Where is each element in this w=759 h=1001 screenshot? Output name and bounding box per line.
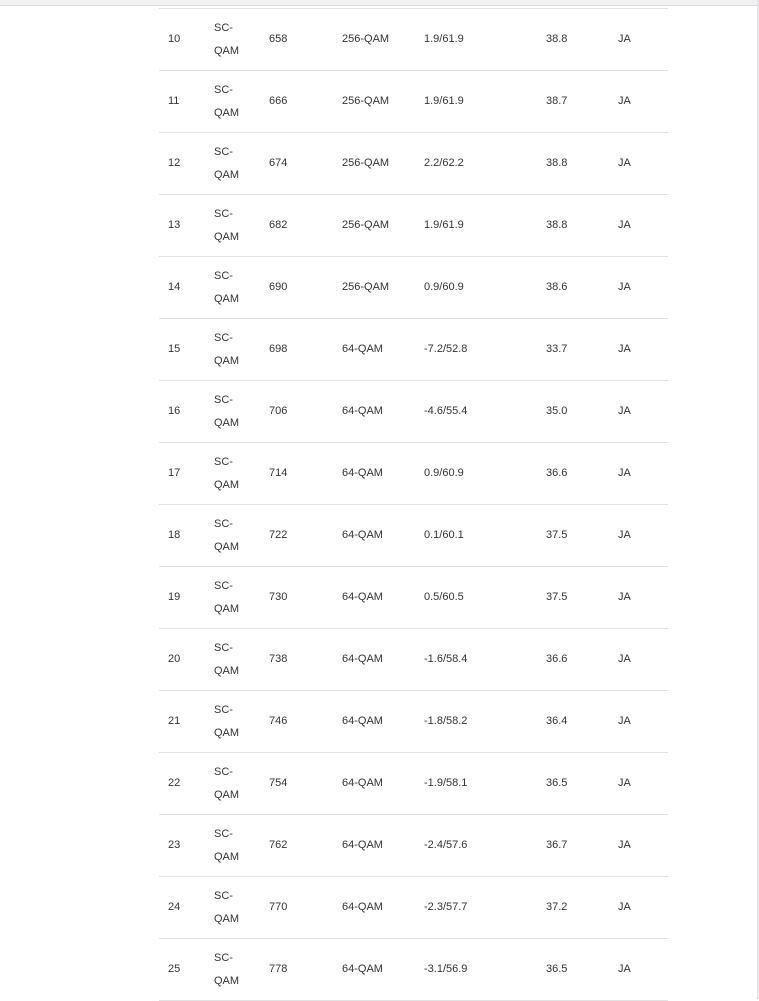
channel-type-cell: SC-QAM [214, 146, 240, 181]
table-row [159, 381, 668, 443]
modulation-cell: 64-QAM [342, 901, 383, 913]
frequency-cell: 746 [269, 715, 288, 727]
channel-type-cell: SC-QAM [214, 518, 240, 553]
power-level-cell: 0.5/60.5 [424, 591, 464, 603]
channel-id-cell: 21 [168, 715, 181, 727]
snr-cell: 37.5 [546, 591, 568, 603]
channel-type-cell: SC-QAM [214, 890, 240, 925]
table-row [159, 815, 668, 877]
snr-cell: 38.6 [546, 281, 568, 293]
table-row [159, 691, 668, 753]
modulation-cell: 256-QAM [342, 219, 390, 231]
locked-status-cell: JA [618, 715, 631, 727]
channel-type-cell: SC-QAM [214, 394, 240, 429]
power-level-cell: 1.9/61.9 [424, 33, 464, 45]
locked-status-cell: JA [618, 839, 631, 851]
snr-cell: 37.2 [546, 901, 568, 913]
modulation-cell: 64-QAM [342, 839, 383, 851]
locked-status-cell: JA [618, 343, 631, 355]
frequency-cell: 754 [269, 777, 288, 789]
locked-status-cell: JA [618, 467, 631, 479]
locked-status-cell: JA [618, 529, 631, 541]
modulation-cell: 64-QAM [342, 591, 383, 603]
snr-cell: 33.7 [546, 343, 568, 355]
snr-cell: 38.7 [546, 95, 568, 107]
snr-cell: 36.6 [546, 467, 568, 479]
channel-type-cell: SC-QAM [214, 704, 240, 739]
frequency-cell: 658 [269, 33, 288, 45]
modulation-cell: 256-QAM [342, 33, 390, 45]
channel-type-cell: SC-QAM [214, 22, 240, 57]
snr-cell: 36.5 [546, 777, 568, 789]
channel-type-cell: SC-QAM [214, 270, 240, 305]
locked-status-cell: JA [618, 219, 631, 231]
frequency-cell: 778 [269, 963, 288, 975]
locked-status-cell: JA [618, 405, 631, 417]
locked-status-cell: JA [618, 157, 631, 169]
modulation-cell: 256-QAM [342, 281, 390, 293]
power-level-cell: -1.6/58.4 [424, 653, 468, 665]
power-level-cell: -1.9/58.1 [424, 777, 468, 789]
locked-status-cell: JA [618, 963, 631, 975]
modulation-cell: 64-QAM [342, 653, 383, 665]
channel-id-cell: 17 [168, 467, 181, 479]
snr-cell: 36.5 [546, 963, 568, 975]
frequency-cell: 690 [269, 281, 288, 293]
power-level-cell: -1.8/58.2 [424, 715, 468, 727]
channel-type-cell: SC-QAM [214, 952, 240, 987]
modulation-cell: 64-QAM [342, 529, 383, 541]
channel-type-cell: SC-QAM [214, 208, 240, 243]
browser-top-edge [0, 0, 759, 6]
channel-id-cell: 20 [168, 653, 181, 665]
channel-id-cell: 25 [168, 963, 181, 975]
power-level-cell: 0.9/60.9 [424, 281, 464, 293]
channel-type-cell: SC-QAM [214, 84, 240, 119]
locked-status-cell: JA [618, 95, 631, 107]
channel-id-cell: 18 [168, 529, 181, 541]
channel-id-cell: 22 [168, 777, 181, 789]
channel-type-cell: SC-QAM [214, 828, 240, 863]
snr-cell: 38.8 [546, 219, 568, 231]
snr-cell: 38.8 [546, 157, 568, 169]
channel-id-cell: 11 [168, 95, 180, 107]
table-row [159, 939, 668, 1001]
modulation-cell: 64-QAM [342, 405, 383, 417]
power-level-cell: -3.1/56.9 [424, 963, 468, 975]
channel-id-cell: 23 [168, 839, 181, 851]
modulation-cell: 256-QAM [342, 157, 390, 169]
frequency-cell: 738 [269, 653, 288, 665]
power-level-cell: 1.9/61.9 [424, 95, 464, 107]
table-row [159, 753, 668, 815]
snr-cell: 37.5 [546, 529, 568, 541]
channel-id-cell: 19 [168, 591, 181, 603]
channel-id-cell: 24 [168, 901, 181, 913]
channel-type-cell: SC-QAM [214, 332, 240, 367]
channel-id-cell: 13 [168, 219, 181, 231]
table-row [159, 567, 668, 629]
power-level-cell: 0.9/60.9 [424, 467, 464, 479]
table-row [159, 71, 668, 133]
channel-type-cell: SC-QAM [214, 642, 240, 677]
frequency-cell: 762 [269, 839, 288, 851]
table-row [159, 195, 668, 257]
table-row [159, 133, 668, 195]
snr-cell: 36.6 [546, 653, 568, 665]
channel-type-cell: SC-QAM [214, 766, 240, 801]
locked-status-cell: JA [618, 591, 631, 603]
power-level-cell: 0.1/60.1 [424, 529, 464, 541]
frequency-cell: 722 [269, 529, 288, 541]
modulation-cell: 256-QAM [342, 95, 390, 107]
frequency-cell: 666 [269, 95, 288, 107]
table-row [159, 257, 668, 319]
table-row [159, 319, 668, 381]
frequency-cell: 714 [269, 467, 288, 479]
modulation-cell: 64-QAM [342, 777, 383, 789]
channel-id-cell: 10 [168, 33, 181, 45]
table-row [159, 877, 668, 939]
power-level-cell: -7.2/52.8 [424, 343, 468, 355]
table-row [159, 443, 668, 505]
locked-status-cell: JA [618, 653, 631, 665]
frequency-cell: 770 [269, 901, 288, 913]
frequency-cell: 682 [269, 219, 288, 231]
channel-id-cell: 16 [168, 405, 181, 417]
locked-status-cell: JA [618, 281, 631, 293]
locked-status-cell: JA [618, 33, 631, 45]
locked-status-cell: JA [618, 777, 631, 789]
power-level-cell: -4.6/55.4 [424, 405, 468, 417]
power-level-cell: 1.9/61.9 [424, 219, 464, 231]
power-level-cell: 2.2/62.2 [424, 157, 464, 169]
modulation-cell: 64-QAM [342, 963, 383, 975]
channel-id-cell: 15 [168, 343, 181, 355]
locked-status-cell: JA [618, 901, 631, 913]
snr-cell: 36.4 [546, 715, 568, 727]
channel-id-cell: 12 [168, 157, 181, 169]
channel-type-cell: SC-QAM [214, 580, 240, 615]
modulation-cell: 64-QAM [342, 467, 383, 479]
channel-id-cell: 14 [168, 281, 181, 293]
snr-cell: 38.8 [546, 33, 568, 45]
power-level-cell: -2.3/57.7 [424, 901, 468, 913]
downstream-channel-table [159, 8, 668, 1001]
frequency-cell: 730 [269, 591, 288, 603]
power-level-cell: -2.4/57.6 [424, 839, 468, 851]
frequency-cell: 674 [269, 157, 288, 169]
modulation-cell: 64-QAM [342, 715, 383, 727]
snr-cell: 35.0 [546, 405, 568, 417]
table-row [159, 9, 668, 71]
frequency-cell: 706 [269, 405, 288, 417]
table-row [159, 505, 668, 567]
channel-type-cell: SC-QAM [214, 456, 240, 491]
frequency-cell: 698 [269, 343, 288, 355]
snr-cell: 36.7 [546, 839, 568, 851]
table-row [159, 629, 668, 691]
modulation-cell: 64-QAM [342, 343, 383, 355]
